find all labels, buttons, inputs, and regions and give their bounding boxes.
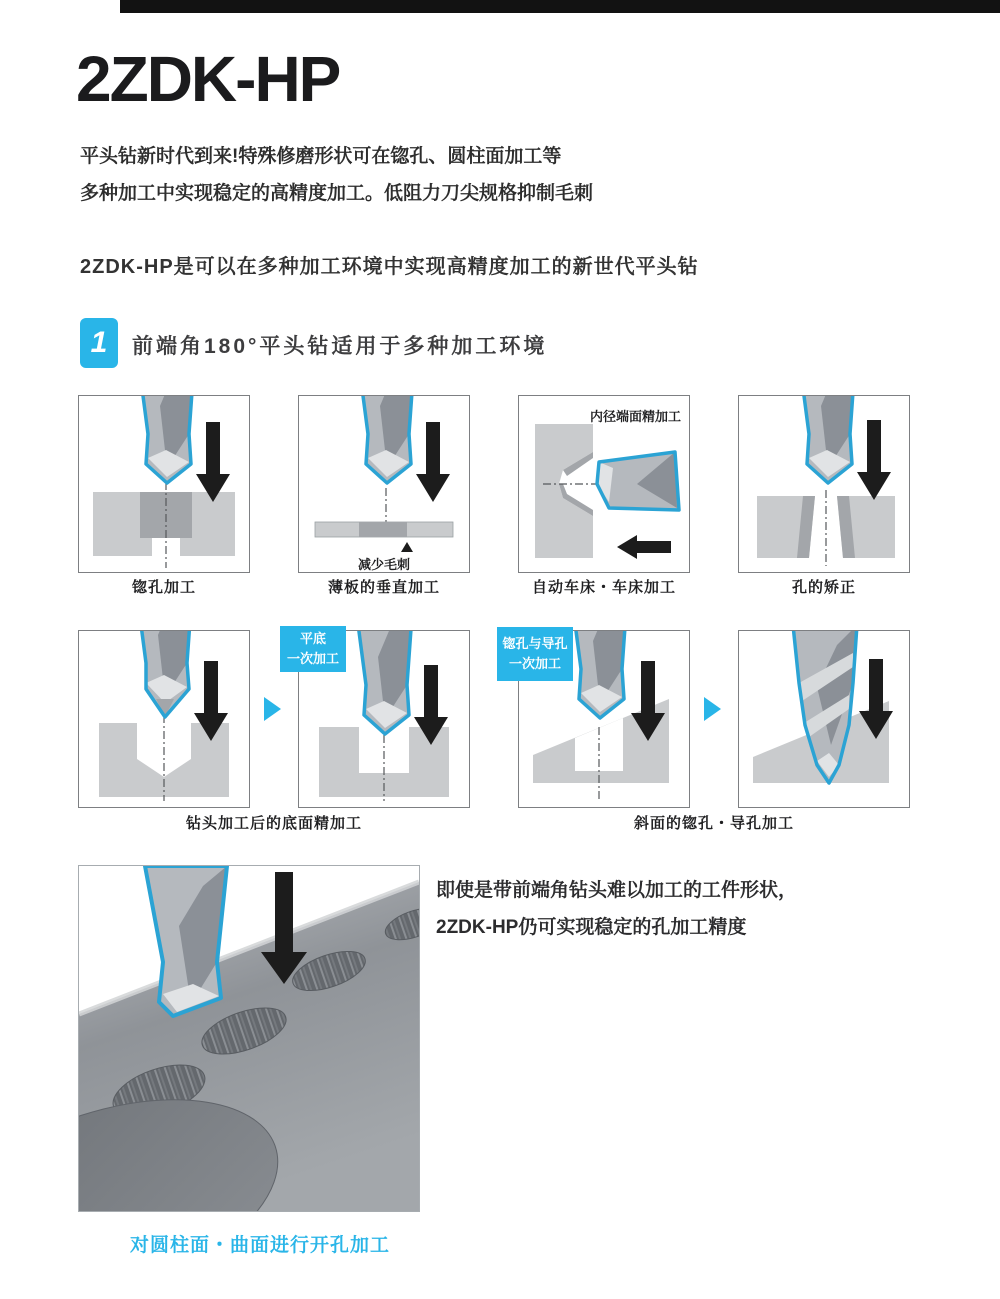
subtitle-line-1: 平头钻新时代到来!特殊修磨形状可在锪孔、圆柱面加工等 [80, 146, 562, 167]
badge-line: 平底 [299, 630, 326, 646]
figure-pocket-before [78, 630, 250, 808]
slope-through-illustration [739, 631, 909, 807]
subtitle-line-2: 多种加工中实现稳定的高精度加工。低阻力刀尖规格抑制毛刺 [80, 183, 594, 204]
badge-line: 一次加工 [286, 651, 339, 666]
top-black-band [120, 0, 1000, 13]
drill-icon [798, 396, 856, 483]
drill-icon [355, 631, 413, 734]
cylinder-image-caption: 对圆柱面・曲面进行开孔加工 [130, 1235, 391, 1256]
caption-thin-plate: 薄板的垂直加工 [327, 579, 440, 596]
pointed-drill-icon [135, 631, 193, 717]
section-number-badge: 1 [80, 318, 118, 368]
bottom-text-line-1: 即使是带前端角钻头难以加工的工件形状， [436, 880, 798, 901]
down-arrow-icon [196, 422, 230, 502]
caption-lathe: 自动车床・车床加工 [531, 579, 676, 596]
hole-correction-illustration [739, 396, 909, 572]
next-step-arrow-icon [704, 697, 721, 721]
thin-plate-illustration [299, 396, 469, 572]
bottom-text-line-2: 2ZDK-HP仍可实现稳定的孔加工精度 [436, 917, 747, 938]
intro-sentence: 2ZDK-HP是可以在多种加工环境中实现高精度加工的新世代平头钻 [80, 256, 699, 278]
drill-icon [137, 396, 195, 483]
down-arrow-icon [416, 422, 450, 502]
badge-line: 一次加工 [508, 656, 561, 671]
flat-bottom-badge [280, 626, 346, 672]
caption-hole-correction: 孔的矫正 [791, 579, 856, 596]
drill-icon [570, 631, 628, 718]
left-arrow-icon [617, 535, 671, 559]
next-step-arrow-icon [264, 697, 281, 721]
caption-bottom-finishing: 钻头加工后的底面精加工 [185, 815, 362, 832]
bore-finishing-label: 内径端面精加工 [589, 409, 681, 424]
badge-line: 锪孔与导孔 [502, 635, 568, 651]
deburr-label: 减少毛刺 [357, 557, 410, 572]
cylinder-illustration [79, 866, 419, 1211]
figure-slope-through [738, 630, 910, 808]
figure-counterbore [78, 395, 250, 573]
cylinder-drilling-image [78, 865, 420, 1212]
drill-icon [357, 396, 415, 483]
down-arrow-icon [857, 420, 891, 500]
counterbore-pilot-badge [497, 627, 573, 681]
figure-lathe [518, 395, 690, 573]
caption-slope-drilling: 斜面的锪孔・导孔加工 [633, 815, 794, 832]
section-heading: 前端角180°平头钻适用于多种加工环境 [132, 335, 548, 358]
pocket-before-illustration [79, 631, 249, 807]
caption-counterbore: 锪孔加工 [131, 579, 196, 596]
figure-thin-plate [298, 395, 470, 573]
counterbore-illustration [79, 396, 249, 572]
marker-triangle-icon [401, 542, 413, 552]
page-title: 2ZDK-HP [76, 43, 340, 115]
horizontal-drill-icon [597, 452, 679, 510]
figure-hole-correction [738, 395, 910, 573]
